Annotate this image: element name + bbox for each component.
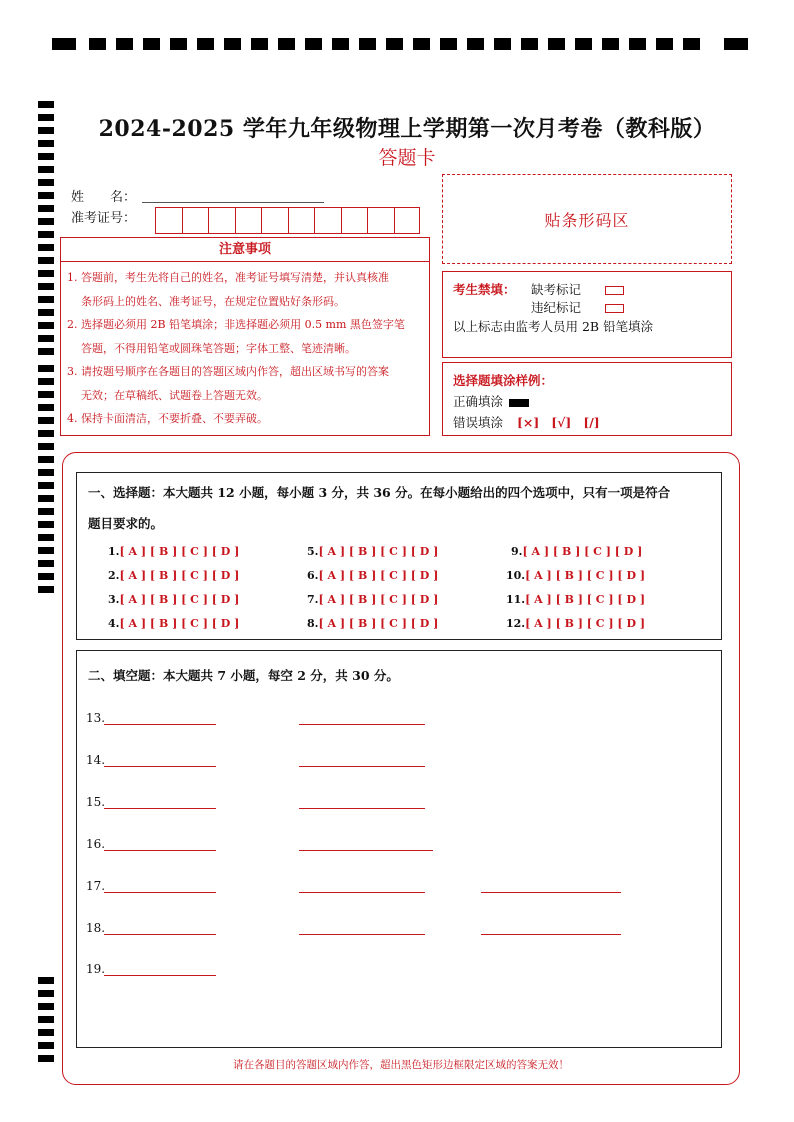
exam-id-digit-box[interactable] xyxy=(235,207,262,234)
timing-mark xyxy=(332,38,349,50)
section1-title: 一、选择题：本大题共 12 小题，每小题 3 分，共 36 分。在每小题给出的四个选项中，只有一项是符合 xyxy=(88,485,671,500)
top-timing-marks xyxy=(52,38,750,52)
answer-blank[interactable] xyxy=(104,724,216,725)
blank-question-number: 19. xyxy=(86,962,106,976)
blank-question-number: 14. xyxy=(86,753,106,767)
blank-question-number: 15. xyxy=(86,795,106,809)
timing-mark xyxy=(359,38,376,50)
mc-question-7[interactable]: 7.[ A ] [ B ] [ C ] [ D ] xyxy=(307,593,439,606)
timing-mark xyxy=(386,38,403,50)
mc-question-9[interactable]: 9.[ A ] [ B ] [ C ] [ D ] xyxy=(511,545,643,558)
mc-question-12[interactable]: 12.[ A ] [ B ] [ C ] [ D ] xyxy=(506,617,646,630)
mc-question-11[interactable]: 11.[ A ] [ B ] [ C ] [ D ] xyxy=(506,593,646,606)
timing-mark xyxy=(38,348,54,355)
timing-mark xyxy=(38,1016,54,1023)
wrong-fill-row xyxy=(453,413,600,431)
timing-mark xyxy=(38,1042,54,1049)
timing-mark xyxy=(575,38,592,50)
timing-mark xyxy=(548,38,565,50)
name-field[interactable] xyxy=(142,202,324,203)
timing-mark xyxy=(38,404,54,411)
answer-blank[interactable] xyxy=(299,808,425,809)
timing-mark xyxy=(38,417,54,424)
timing-mark xyxy=(38,1029,54,1036)
mc-question-4[interactable]: 4.[ A ] [ B ] [ C ] [ D ] xyxy=(108,617,240,630)
timing-mark xyxy=(38,140,54,147)
timing-mark xyxy=(38,205,54,212)
timing-mark xyxy=(38,283,54,290)
mc-question-10[interactable]: 10.[ A ] [ B ] [ C ] [ D ] xyxy=(506,569,646,582)
timing-mark xyxy=(197,38,214,50)
violation-mark-label: 违纪标记 xyxy=(531,300,582,315)
timing-mark xyxy=(38,1003,54,1010)
timing-mark xyxy=(224,38,241,50)
timing-mark xyxy=(656,38,673,50)
timing-mark xyxy=(38,192,54,199)
blank-question-number: 16. xyxy=(86,837,106,851)
timing-mark xyxy=(38,443,54,450)
violation-mark-box[interactable] xyxy=(605,304,624,313)
timing-mark xyxy=(170,38,187,50)
timing-mark xyxy=(629,38,646,50)
answer-blank[interactable] xyxy=(299,850,433,851)
timing-mark xyxy=(38,391,54,398)
section2-title: 二、填空题：本大题共 7 小题，每空 2 分，共 30 分。 xyxy=(88,668,399,683)
answer-blank[interactable] xyxy=(481,934,621,935)
exam-id-digit-box[interactable] xyxy=(394,207,421,234)
timing-mark xyxy=(38,153,54,160)
timing-mark xyxy=(38,586,54,593)
timing-mark xyxy=(440,38,457,50)
answer-blank[interactable] xyxy=(299,766,425,767)
timing-mark xyxy=(38,547,54,554)
exam-id-digit-box[interactable] xyxy=(367,207,394,234)
timing-mark xyxy=(38,166,54,173)
timing-mark xyxy=(38,127,54,134)
timing-mark xyxy=(38,495,54,502)
exam-title: 2024-2025 学年九年级物理上学期第一次月考卷（教科版） xyxy=(98,116,716,142)
mc-question-1[interactable]: 1.[ A ] [ B ] [ C ] [ D ] xyxy=(108,545,240,558)
timing-mark xyxy=(116,38,133,50)
multiple-choice-section xyxy=(76,472,722,640)
invigilator-marks-label: 考生禁填： xyxy=(453,282,516,297)
notice-item: 1. 答题前，考生先将自己的姓名，准考证号填写清楚，并认真核准 xyxy=(67,271,389,284)
timing-mark xyxy=(38,1055,54,1062)
timing-mark xyxy=(38,977,54,984)
timing-mark xyxy=(38,430,54,437)
notice-list xyxy=(61,262,429,431)
blank-question-number: 13. xyxy=(86,711,106,725)
timing-mark xyxy=(38,521,54,528)
exam-id-digit-box[interactable] xyxy=(155,207,182,234)
absent-mark-label: 缺考标记 xyxy=(531,282,582,297)
answer-blank[interactable] xyxy=(299,892,425,893)
barcode-label: 贴条形码区 xyxy=(544,210,630,230)
timing-mark xyxy=(38,560,54,567)
timing-mark xyxy=(52,38,76,50)
exam-id-digit-box[interactable] xyxy=(261,207,288,234)
name-label: 姓 名： xyxy=(71,190,137,205)
answer-blank[interactable] xyxy=(299,724,425,725)
answer-blank[interactable] xyxy=(104,975,216,976)
barcode-area xyxy=(442,174,732,264)
timing-mark xyxy=(38,101,54,108)
blank-question-number: 18. xyxy=(86,921,106,935)
timing-mark xyxy=(38,257,54,264)
fill-in-blank-section xyxy=(76,650,722,1048)
timing-mark xyxy=(38,322,54,329)
timing-mark xyxy=(38,218,54,225)
timing-mark xyxy=(38,296,54,303)
timing-mark xyxy=(305,38,322,50)
exam-id-boxes[interactable] xyxy=(155,207,420,234)
fill-sample-label: 选择题填涂样例： xyxy=(453,373,554,388)
absent-mark-row xyxy=(531,280,624,298)
wrong-fill-label: 错误填涂 xyxy=(453,415,504,430)
correct-fill-row xyxy=(453,392,529,410)
timing-mark xyxy=(494,38,511,50)
mc-question-6[interactable]: 6.[ A ] [ B ] [ C ] [ D ] xyxy=(307,569,439,582)
invigilator-note: 以上标志由监考人员用 2B 铅笔填涂 xyxy=(453,319,654,334)
timing-mark xyxy=(38,231,54,238)
wrong-fill-sample: [√] xyxy=(551,415,572,430)
timing-mark xyxy=(38,990,54,997)
exam-id-digit-box[interactable] xyxy=(182,207,209,234)
exam-id-digit-box[interactable] xyxy=(341,207,368,234)
answer-blank[interactable] xyxy=(299,934,425,935)
absent-mark-box[interactable] xyxy=(605,286,624,295)
wrong-fill-sample: [×] xyxy=(517,415,540,430)
mc-question-2[interactable]: 2.[ A ] [ B ] [ C ] [ D ] xyxy=(108,569,240,582)
timing-mark xyxy=(38,469,54,476)
answer-blank[interactable] xyxy=(104,850,216,851)
timing-mark xyxy=(38,270,54,277)
timing-mark xyxy=(89,38,106,50)
blank-question-number: 17. xyxy=(86,879,106,893)
timing-mark xyxy=(38,456,54,463)
timing-mark xyxy=(683,38,700,50)
exam-id-digit-box[interactable] xyxy=(288,207,315,234)
timing-mark xyxy=(724,38,748,50)
timing-mark xyxy=(38,378,54,385)
timing-mark xyxy=(38,573,54,580)
notice-box xyxy=(60,237,430,436)
timing-mark xyxy=(38,335,54,342)
exam-id-label: 准考证号： xyxy=(71,211,137,226)
timing-mark xyxy=(413,38,430,50)
notice-item: 3. 请按题号顺序在各题目的答题区域内作答，超出区域书写的答案 xyxy=(67,365,389,378)
mc-question-3[interactable]: 3.[ A ] [ B ] [ C ] [ D ] xyxy=(108,593,240,606)
notice-item: 4. 保持卡面清洁，不要折叠、不要弄破。 xyxy=(67,412,268,425)
answer-blank[interactable] xyxy=(104,892,216,893)
timing-mark xyxy=(251,38,268,50)
answer-blank[interactable] xyxy=(481,892,621,893)
exam-id-digit-box[interactable] xyxy=(314,207,341,234)
notice-item-continuation: 答题，不得用铅笔或圆珠笔答题；字体工整、笔迹清晰。 xyxy=(81,341,356,355)
timing-mark xyxy=(278,38,295,50)
footer-warning: 请在各题目的答题区域内作答，超出黑色矩形边框限定区域的答案无效！ xyxy=(233,1059,569,1071)
timing-mark xyxy=(38,482,54,489)
timing-mark xyxy=(38,534,54,541)
timing-mark xyxy=(521,38,538,50)
timing-mark xyxy=(38,114,54,121)
timing-mark xyxy=(143,38,160,50)
timing-mark xyxy=(602,38,619,50)
notice-item: 2. 选择题必须用 2B 铅笔填涂；非选择题必须用 0.5 mm 黑色签字笔 xyxy=(67,318,405,331)
answer-blank[interactable] xyxy=(104,934,216,935)
correct-fill-sample xyxy=(509,399,529,407)
section1-title-cont: 题目要求的。 xyxy=(88,516,164,531)
timing-mark xyxy=(38,309,54,316)
wrong-fill-sample: [/] xyxy=(583,415,600,430)
mc-question-5[interactable]: 5.[ A ] [ B ] [ C ] [ D ] xyxy=(307,545,439,558)
timing-mark xyxy=(38,244,54,251)
timing-mark xyxy=(38,179,54,186)
notice-item-continuation: 条形码上的姓名、准考证号，在规定位置贴好条形码。 xyxy=(81,294,345,308)
timing-mark xyxy=(38,508,54,515)
notice-item-continuation: 无效；在草稿纸、试题卷上答题无效。 xyxy=(81,388,268,402)
answer-sheet-subtitle: 答题卡 xyxy=(378,147,436,169)
timing-mark xyxy=(38,365,54,372)
correct-fill-label: 正确填涂 xyxy=(453,394,504,409)
violation-mark-row xyxy=(531,298,624,316)
timing-mark xyxy=(467,38,484,50)
answer-blank[interactable] xyxy=(104,766,216,767)
answer-blank[interactable] xyxy=(104,808,216,809)
notice-heading: 注意事项 xyxy=(61,238,429,262)
invigilator-marks-box xyxy=(442,271,732,358)
fill-sample-box xyxy=(442,362,732,436)
exam-id-digit-box[interactable] xyxy=(208,207,235,234)
mc-question-8[interactable]: 8.[ A ] [ B ] [ C ] [ D ] xyxy=(307,617,439,630)
